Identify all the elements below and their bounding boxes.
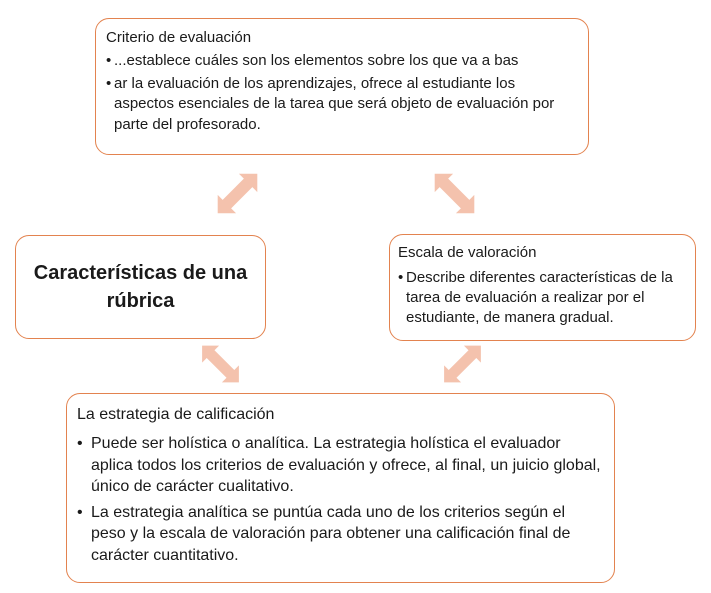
arrow-escala-estrategia-icon xyxy=(435,338,490,390)
criterio-bullet-1: • ...establece cuáles son los elementos sobre los que va a bas xyxy=(106,51,578,72)
escala-valoracion-box xyxy=(389,234,696,341)
central-topic-title: Características de una rúbrica xyxy=(33,262,248,312)
arrow-escala-criterio-icon xyxy=(422,166,487,221)
central-topic-box xyxy=(15,235,266,339)
estrategia-bullet-2: • La estrategia analítica se puntúa cada uno de los criterios según el peso y la escala de valoración para obtener una calificación final de carácter cuantitativo. xyxy=(77,502,604,567)
estrategia-bullet-1: • Puede ser holística o analítica. La estrategia holística el evaluador aplica todos los criterios de evaluación y ofrece, al final, un juicio global, único de carácter cualitativo. xyxy=(77,433,604,498)
criterio-evaluacion-title: Criterio de evaluación xyxy=(106,29,252,46)
arrow-central-criterio-icon xyxy=(205,166,270,221)
criterio-bullet-2: • ar la evaluación de los aprendizajes, ofrece al estudiante los aspectos esenciales de la tarea que será objeto de evaluación por parte del profesorado. xyxy=(106,74,578,136)
escala-bullet-1: • Describe diferentes características de la tarea de evaluación a realizar por el estudiante, de manera gradual. xyxy=(398,268,687,328)
estrategia-calificacion-list xyxy=(77,433,604,566)
criterio-evaluacion-list xyxy=(106,51,578,135)
escala-valoracion-title: Escala de valoración xyxy=(398,244,537,261)
escala-valoracion-list xyxy=(398,268,687,328)
criterio-evaluacion-box xyxy=(95,18,589,155)
arrow-central-estrategia-icon xyxy=(193,338,248,390)
estrategia-calificacion-title: La estrategia de calificación xyxy=(77,406,275,423)
estrategia-calificacion-box xyxy=(66,393,615,583)
